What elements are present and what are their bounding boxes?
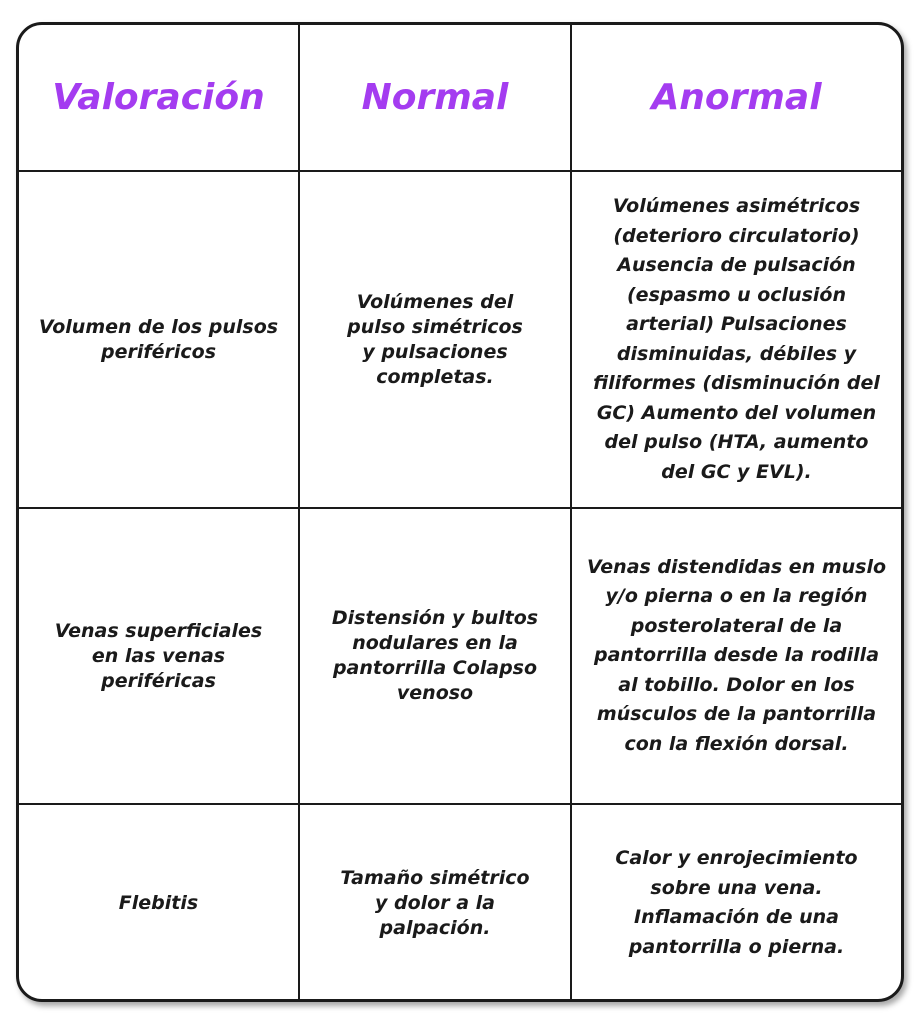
cell-valoracion: [19, 508, 299, 804]
cell-anormal: [571, 508, 901, 804]
cell-valoracion: [19, 171, 299, 508]
cell-text: Venas superficiales en las venas periféricas: [54, 619, 263, 692]
cell-text: Tamaño simétrico y dolor a la palpación.: [340, 866, 530, 939]
assessment-table-card: [16, 22, 904, 1002]
cell-anormal: [571, 804, 901, 1001]
cell-text: Volúmenes del pulso simétricos y pulsaciones completas.: [347, 290, 523, 388]
cell-text: Volumen de los pulsos periféricos: [38, 315, 279, 363]
cell-anormal: [571, 171, 901, 508]
table-row: [19, 171, 901, 508]
cell-text: Distensión y bultos nodulares en la pantorrilla Colapso venoso: [331, 607, 539, 704]
cell-text: Venas distendidas en muslo y/o pierna o en la región posterolateral de la pantorrilla desde la rodilla al tobillo. Dolor en los músculos de la pantorrilla con la flexión dorsal.: [586, 555, 887, 755]
header-valoracion: Valoración: [19, 25, 299, 171]
cell-valoracion: [19, 804, 299, 1001]
cell-text: Flebitis: [118, 891, 199, 914]
header-anormal: Anormal: [571, 25, 901, 171]
cell-normal: [299, 508, 571, 804]
cell-text: Volúmenes asimétricos (deterioro circulatorio) Ausencia de pulsación (espasmo u oclusión arterial) Pulsaciones disminuidas, débiles y filiformes (disminución del GC) Aumento del volumen del pulso (HTA, aumento del GC y EVL).: [593, 195, 880, 483]
table-header-row: [19, 25, 901, 171]
cell-text: Calor y enrojecimiento sobre una vena. Inflamación de una pantorrilla o pierna.: [615, 847, 858, 958]
cell-normal: [299, 171, 571, 508]
cell-normal: [299, 804, 571, 1001]
assessment-table: [19, 25, 901, 1001]
header-normal: Normal: [299, 25, 571, 171]
table-row: [19, 804, 901, 1001]
table-row: [19, 508, 901, 804]
